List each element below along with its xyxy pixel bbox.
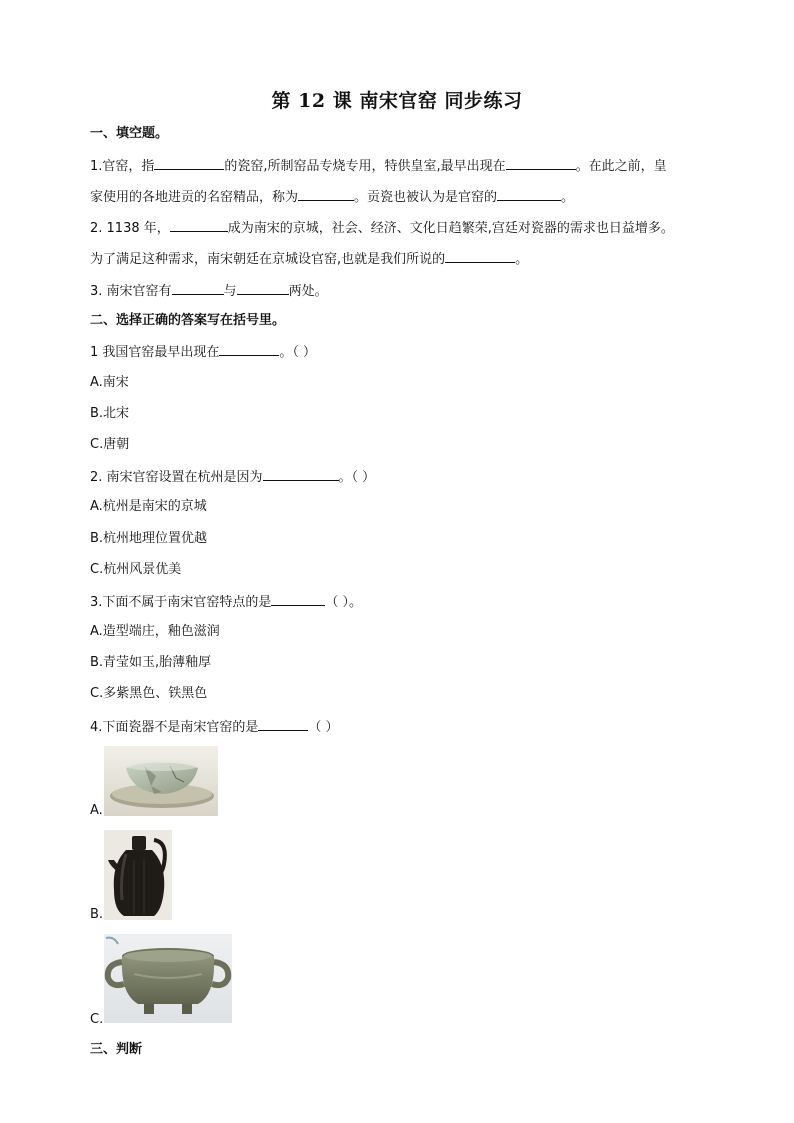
text-fragment: 3.下面不属于南宋官窑特点的是: [90, 595, 272, 610]
fill-question-1-line2: [90, 188, 574, 206]
text-fragment: 两处。: [288, 284, 328, 299]
text-fragment: 1 我国官窑最早出现在: [90, 345, 220, 360]
text-fragment: 。（ ）: [338, 470, 376, 485]
choice-option[interactable]: C.唐朝: [90, 437, 130, 452]
choice-option[interactable]: C.多紫黑色、铁黑色: [90, 686, 208, 701]
text-fragment: 。: [515, 252, 529, 267]
text-fragment: 。: [561, 190, 575, 205]
answer-blank[interactable]: [170, 219, 228, 232]
answer-blank[interactable]: [219, 343, 279, 356]
answer-blank[interactable]: [154, 157, 224, 170]
choice-option[interactable]: B.北宋: [90, 406, 130, 421]
celadon-censer-image[interactable]: [104, 934, 232, 1023]
answer-blank[interactable]: [506, 157, 576, 170]
choice-option[interactable]: A.杭州是南宋的京城: [90, 499, 207, 514]
choice-option-letter[interactable]: B.: [90, 907, 104, 922]
fill-question-2-line1: [90, 219, 674, 237]
text-fragment: 成为南宋的京城，社会、经济、文化日趋繁荣,宫廷对瓷器的需求也日益增多。: [227, 221, 674, 236]
fill-question-1-line1: [90, 157, 667, 175]
text-fragment: （ ）: [308, 720, 339, 735]
choice-option[interactable]: A.南宋: [90, 375, 129, 390]
answer-blank[interactable]: [263, 468, 339, 481]
fill-question-2-line2: [90, 250, 528, 268]
text-fragment: 。在此之前，皇: [575, 159, 667, 174]
section-judge-heading: 三、判断: [90, 1042, 143, 1057]
text-fragment: 为了满足这种需求，南宋朝廷在京城设官窑,也就是我们所说的: [90, 252, 446, 267]
choice-question-2-stem: [90, 468, 375, 486]
answer-blank[interactable]: [237, 282, 289, 295]
text-fragment: 家使用的各地进贡的名窑精品，称为: [90, 190, 299, 205]
celadon-cup-image[interactable]: [104, 746, 218, 816]
text-fragment: 的瓷窑,所制窑品专烧专用，特供皇室,最早出现在: [224, 159, 506, 174]
choice-question-3-stem: [90, 593, 362, 611]
answer-blank[interactable]: [298, 188, 354, 201]
text-fragment: 与: [223, 284, 237, 299]
choice-option-letter[interactable]: C.: [90, 1012, 104, 1027]
answer-blank[interactable]: [271, 593, 325, 606]
text-fragment: 。（ ）: [279, 345, 317, 360]
text-fragment: 。贡瓷也被认为是官窑的: [354, 190, 498, 205]
section-fill-heading: 一、填空题。: [90, 126, 169, 141]
answer-blank[interactable]: [497, 188, 561, 201]
text-fragment: 3. 南宋官窑有: [90, 284, 172, 299]
answer-blank[interactable]: [172, 282, 224, 295]
choice-option[interactable]: A.造型端庄，釉色滋润: [90, 624, 220, 639]
text-fragment: 2. 南宋官窑设置在杭州是因为: [90, 470, 263, 485]
choice-question-1-stem: [90, 343, 316, 361]
section-choice-heading: 二、选择正确的答案写在括号里。: [90, 313, 286, 328]
choice-option[interactable]: C.杭州风景优美: [90, 562, 182, 577]
choice-option-letter[interactable]: A.: [90, 803, 103, 818]
choice-option[interactable]: B.青莹如玉,胎薄釉厚: [90, 655, 212, 670]
page-title: 第 12 课 南宋官窑 同步练习: [271, 90, 523, 112]
answer-blank[interactable]: [445, 250, 515, 263]
text-fragment: 2. 1138 年，: [90, 221, 170, 236]
black-ewer-image[interactable]: [104, 830, 172, 920]
choice-question-4-stem: [90, 718, 339, 736]
text-fragment: 1.官窑，指: [90, 159, 155, 174]
answer-blank[interactable]: [258, 718, 308, 731]
text-fragment: （ ）。: [325, 595, 363, 610]
fill-question-3: [90, 282, 328, 300]
text-fragment: 4.下面瓷器不是南宋官窑的是: [90, 720, 259, 735]
choice-option[interactable]: B.杭州地理位置优越: [90, 531, 208, 546]
